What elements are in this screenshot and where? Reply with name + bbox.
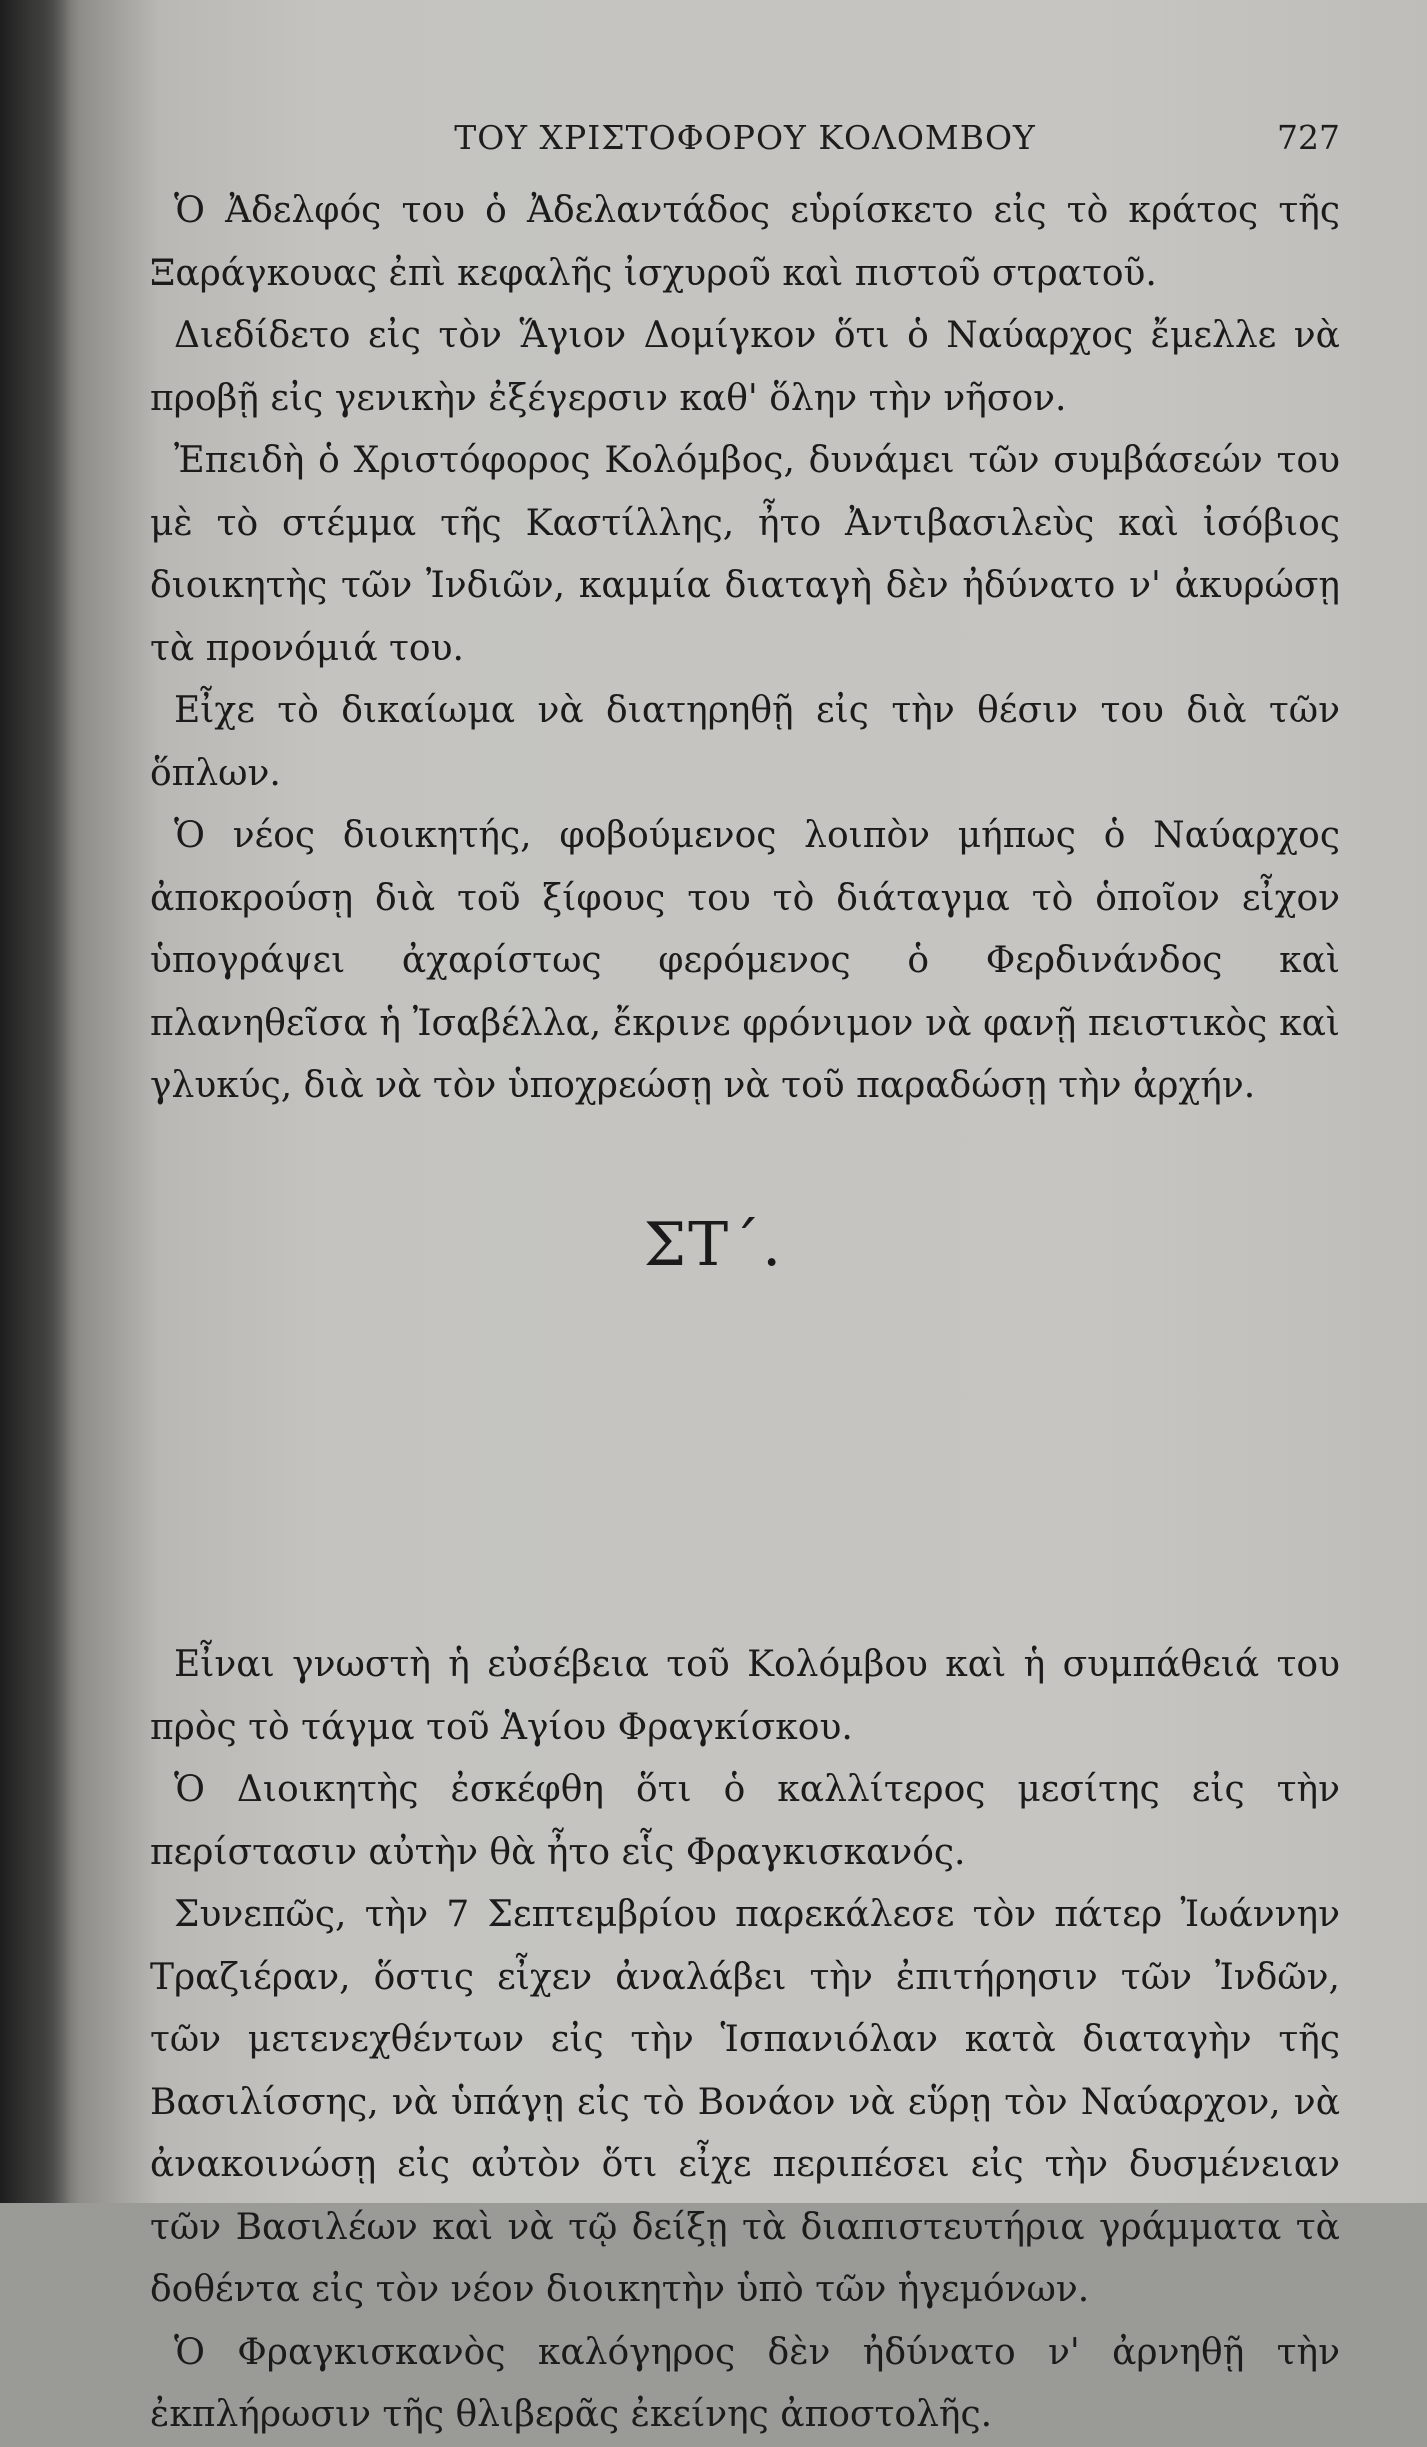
paragraph: Εἶναι γνωστὴ ἡ εὐσέβεια τοῦ Κολόμβου καὶ ἡ συμπάθειά του πρὸς τὸ τάγμα τοῦ Ἁγίου Φραγκίσκου.	[150, 1644, 1340, 1748]
paragraph: Συνεπῶς, τὴν 7 Σεπτεμβρίου παρεκάλεσε τὸν πάτερ Ἰωάννην Τραζιέραν, ὅστις εἶχεν ἀναλάβει τὴν ἐπιτήρησιν τῶν Ἰνδῶν, τῶν μετενεχθέντων εἰς τὴν Ἱσπανιόλαν κατὰ διαταγὴν τῆς Βασιλίσσης, νὰ ὑπάγῃ εἰς τὸ Βονάον νὰ εὕρῃ τὸν Ναύαρχον, νὰ ἀνακοινώσῃ εἰς αὐτὸν ὅτι εἶχε περιπέσει εἰς τὴν δυσμένειαν τῶν Βασιλέων καὶ νὰ τῷ δείξῃ τὰ διαπιστευτήρια γράμματα τὰ δοθέντα εἰς τὸν νέον διοικητὴν ὑπὸ τῶν ἡγεμόνων.	[150, 1894, 1340, 2310]
book-spine-shadow	[0, 0, 70, 2203]
running-title: ΤΟΥ ΧΡΙΣΤΟΦΟΡΟΥ ΚΟΛΟΜΒΟΥ	[454, 118, 1036, 157]
page-number: 727	[1277, 118, 1340, 157]
paragraph: Ἐπειδὴ ὁ Χριστόφορος Κολόμβος, δυνάμει τῶν συμβάσεών του μὲ τὸ στέμμα τῆς Καστίλλης, ἦτο Ἀντιβασιλεὺς καὶ ἰσόβιος διοικητὴς τῶν Ἰνδιῶν, καμμία διαταγὴ δὲν ἠδύνατο ν' ἀκυρώσῃ τὰ προνόμιά του.	[150, 440, 1340, 669]
paragraph: Ὁ Φραγκισκανὸς καλόγηρος δὲν ἠδύνατο ν' ἀρνηθῇ τὴν ἐκπλήρωσιν τῆς θλιβερᾶς ἐκείνης ἀποστολῆς.	[150, 2331, 1340, 2435]
running-head	[150, 118, 1340, 168]
paragraph: Ὁ Διοικητὴς ἐσκέφθη ὅτι ὁ καλλίτερος μεσίτης εἰς τὴν περίστασιν αὐτὴν θὰ ἦτο εἷς Φραγκισκανός.	[150, 1769, 1340, 1873]
paragraph: Ὁ νέος διοικητής, φοβούμενος λοιπὸν μήπως ὁ Ναύαρχος ἀποκρούσῃ διὰ τοῦ ξίφους του τὸ διάταγμα τὸ ὁποῖον εἶχον ὑπογράψει ἀχαρίστως φερόμενος ὁ Φερδινάνδος καὶ πλανηθεῖσα ἡ Ἰσαβέλλα, ἔκρινε φρόνιμον νὰ φανῇ πειστικὸς καὶ γλυκύς, διὰ νὰ τὸν ὑποχρεώσῃ νὰ τοῦ παραδώσῃ τὴν ἀρχήν.	[150, 815, 1340, 1106]
section-heading: ΣΤ΄.	[643, 1210, 784, 1280]
section-one-text	[150, 180, 1340, 1118]
paragraph: Διεδίδετο εἰς τὸν Ἅγιον Δομίγκον ὅτι ὁ Ναύαρχος ἔμελλε νὰ προβῇ εἰς γενικὴν ἐξέγερσιν καθ' ὅλην τὴν νῆσον.	[150, 315, 1340, 419]
paragraph: Ὁ Ἀδελφός του ὁ Ἀδελαντάδος εὑρίσκετο εἰς τὸ κράτος τῆς Ξαράγκουας ἐπὶ κεφαλῆς ἰσχυροῦ καὶ πιστοῦ στρατοῦ.	[150, 190, 1340, 294]
paragraph: Εἶχε τὸ δικαίωμα νὰ διατηρηθῇ εἰς τὴν θέσιν του διὰ τῶν ὅπλων.	[150, 690, 1340, 794]
section-two-text	[150, 1634, 1340, 2447]
